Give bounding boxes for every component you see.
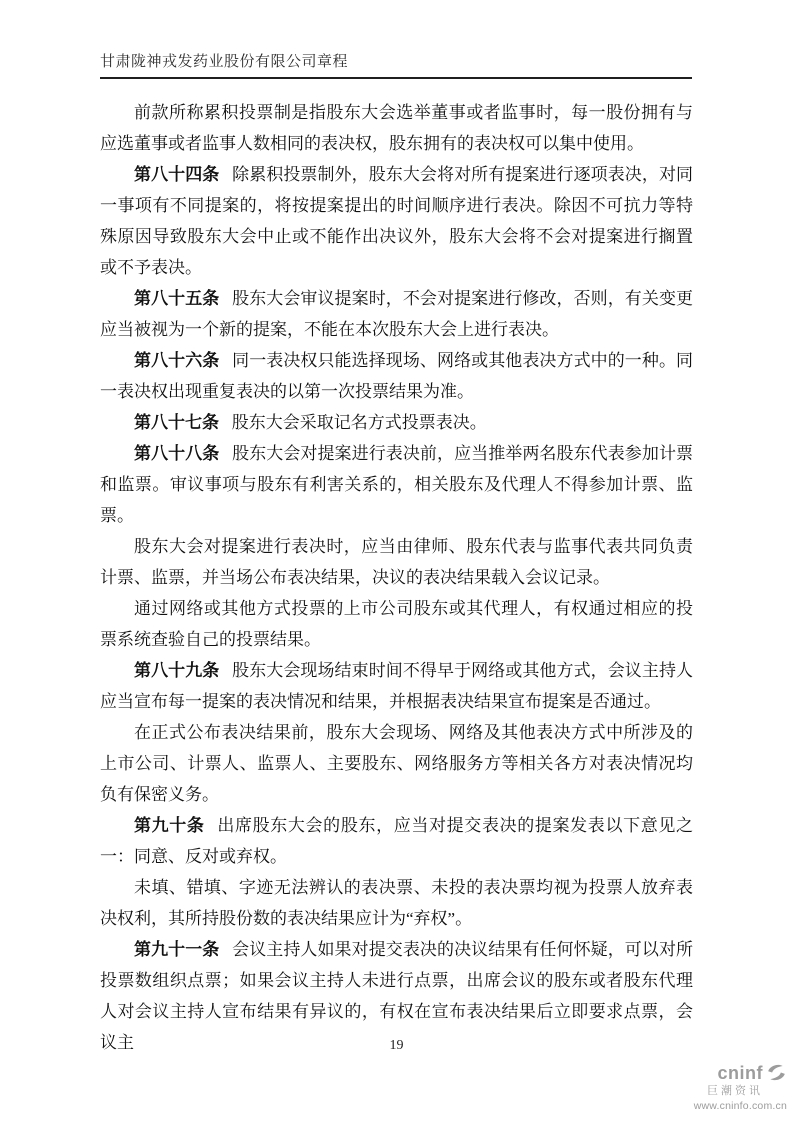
paragraph xyxy=(100,655,693,717)
paragraph xyxy=(100,97,693,159)
paragraph-text: 股东大会现场结束时间不得早于网络或其他方式，会议主持人应当宣布每一提案的表决情况和结果，并根据表决结果宣布提案是否通过。 xyxy=(100,661,694,711)
cninfo-logo-row xyxy=(659,1062,787,1083)
page-number: 19 xyxy=(389,1038,404,1053)
paragraph xyxy=(100,717,693,810)
paragraph-text: 股东大会对提案进行表决时，应当由律师、股东代表与监事代表共同负责计票、监票，并当场公布表决结果，决议的表决结果载入会议记录。 xyxy=(100,537,693,587)
paragraph xyxy=(100,345,693,407)
cninfo-logo-subtitle: 巨潮资讯 xyxy=(707,1085,763,1097)
paragraph xyxy=(100,407,693,438)
article-number: 第九十条 xyxy=(134,816,205,835)
cninfo-logo-text: cninf xyxy=(717,1062,763,1083)
paragraph-text: 股东大会采取记名方式投票表决。 xyxy=(231,413,487,432)
article-number: 第八十七条 xyxy=(134,413,219,432)
paragraph xyxy=(100,438,693,531)
paragraph-text: 会议主持人如果对提交表决的决议结果有任何怀疑，可以对所投票数组织点票；如果会议主持人未进行点票，出席会议的股东或者股东代理人对会议主持人宣布结果有异议的，有权在宣布表决结果后立即要求点票，会议主 xyxy=(100,940,694,1052)
article-number: 第八十四条 xyxy=(134,165,220,184)
paragraph-text: 通过网络或其他方式投票的上市公司股东或其代理人，有权通过相应的投票系统查验自己的投票结果。 xyxy=(100,599,693,649)
paragraph xyxy=(100,159,693,283)
article-number: 第八十六条 xyxy=(134,351,220,370)
paragraph-text: 未填、错填、字迹无法辨认的表决票、未投的表决票均视为投票人放弃表决权利，其所持股份数的表决结果应计为“弃权”。 xyxy=(100,878,693,928)
cninfo-logo-url: www.cninfo.com.cn xyxy=(693,1100,787,1112)
paragraph-text: 前款所称累积投票制是指股东大会选举董事或者监事时，每一股份拥有与应选董事或者监事人数相同的表决权，股东拥有的表决权可以集中使用。 xyxy=(100,103,693,153)
paragraph xyxy=(100,531,693,593)
paragraph-text: 在正式公布表决结果前，股东大会现场、网络及其他表决方式中所涉及的上市公司、计票人、监票人、主要股东、网络服务方等相关各方对表决情况均负有保密义务。 xyxy=(100,723,693,804)
paragraph-text: 同一表决权只能选择现场、网络或其他表决方式中的一种。同一表决权出现重复表决的以第一次投票结果为准。 xyxy=(100,351,694,401)
paragraph-text: 股东大会对提案进行表决前，应当推举两名股东代表参加计票和监票。审议事项与股东有利害关系的，相关股东及代理人不得参加计票、监票。 xyxy=(100,444,694,525)
paragraph xyxy=(100,593,693,655)
page-header-title: 甘肃陇神戎发药业股份有限公司章程 xyxy=(100,50,692,79)
article-number: 第八十五条 xyxy=(134,289,220,308)
paragraph xyxy=(100,872,693,934)
paragraph xyxy=(100,810,693,872)
paragraph-text: 出席股东大会的股东，应当对提交表决的提案发表以下意见之一：同意、反对或弃权。 xyxy=(100,816,694,866)
cninfo-logo xyxy=(659,1062,787,1112)
cninfo-swirl-icon xyxy=(766,1062,787,1083)
paragraph-text: 除累积投票制外，股东大会将对所有提案进行逐项表决，对同一事项有不同提案的，将按提案提出的时间顺序进行表决。除因不可抗力等特殊原因导致股东大会中止或不能作出决议外，股东大会将不会对提案进行搁置或不予表决。 xyxy=(100,165,694,277)
document-body xyxy=(100,97,693,1058)
paragraph-text: 股东大会审议提案时，不会对提案进行修改，否则，有关变更应当被视为一个新的提案，不能在本次股东大会上进行表决。 xyxy=(100,289,694,339)
article-number: 第九十一条 xyxy=(134,940,220,959)
article-number: 第八十八条 xyxy=(134,444,220,463)
paragraph xyxy=(100,283,693,345)
article-number: 第八十九条 xyxy=(134,661,220,680)
